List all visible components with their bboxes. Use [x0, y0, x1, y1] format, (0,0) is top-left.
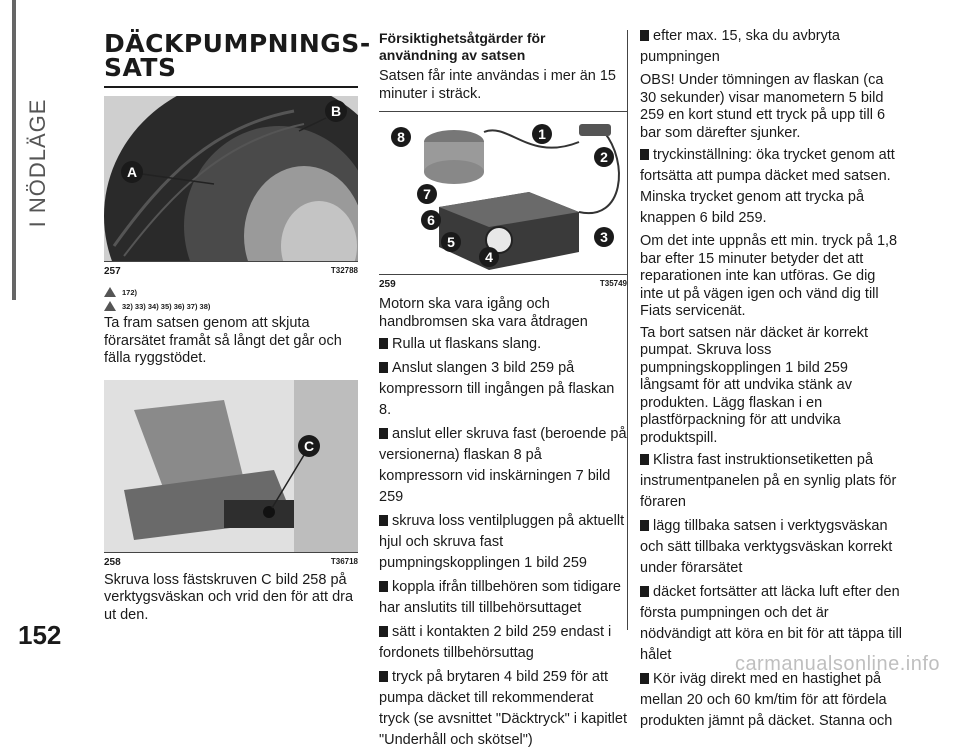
warning-ref-1: [104, 287, 358, 297]
checkbox-bullet-icon: [640, 586, 649, 597]
footer-watermark: carmanualsonline.info: [734, 653, 940, 675]
col2-paragraph-2: Motorn ska vara igång och handbromsen ska vara åtdragen: [379, 296, 588, 330]
side-tab-rule: [12, 0, 16, 300]
column-1: [104, 22, 371, 624]
figure-259-label-8: 8: [397, 129, 405, 145]
seat-illustration: [104, 380, 358, 552]
warning-ref-2-text: 32) 33) 34) 35) 36) 37) 38): [122, 301, 211, 311]
figure-259-number: 259: [379, 279, 396, 290]
col3-paragraph-obs: OBS! Under tömningen av flaskan (ca 30 sekunder) visar manometern 5 bild 259 en kort stund ett tryck på upp till 6 bar som därefter sjunker.: [640, 72, 886, 141]
list-item: koppla ifrån tillbehören som tidigare har anslutits till tillbehörsuttaget: [379, 579, 621, 616]
figure-257-code: T32788: [330, 266, 358, 275]
list-item: skruva loss ventilpluggen på aktuellt hjul och skruva fast pumpningskopplingen 1 bild 259: [379, 513, 625, 571]
checkbox-bullet-icon: [379, 338, 388, 349]
list-item: Anslut slangen 3 bild 259 på kompressorn till ingången på flaskan 8.: [379, 360, 615, 418]
tire-illustration: [104, 96, 358, 261]
figure-259-label-7: 7: [423, 186, 431, 202]
side-tab: [25, 40, 50, 300]
precautions-heading: Försiktighetsåtgärder för användning av satsen: [379, 30, 546, 63]
list-item: tryck på brytaren 4 bild 259 för att pumpa däcket till rekommenderat tryck (se avsnittet "Däcktryck" i kapitlet "Underhåll och skötsel"): [379, 669, 627, 748]
checkbox-bullet-icon: [379, 626, 388, 637]
column-2: [379, 22, 627, 751]
checkbox-bullet-icon: [379, 581, 388, 592]
figure-258: [104, 380, 358, 552]
figure-257-number: 257: [104, 266, 121, 277]
figure-258-number: 258: [104, 556, 121, 568]
page-number: 152: [18, 620, 62, 650]
list-item: Kör iväg direkt med en hastighet på mellan 20 och 60 km/tim för att fördela produkten jämnt på däcket. Stanna och: [640, 671, 893, 729]
col2-paragraph-1: Satsen får inte användas i mer än 15 minuter i sträck.: [379, 68, 616, 102]
column-divider: [627, 30, 628, 630]
section-title-line-1: DÄCKPUMPNINGS-: [104, 29, 371, 58]
section-title-line-2: SATS: [104, 53, 177, 82]
figure-259-label-6: 6: [427, 212, 435, 228]
figure-257: [104, 96, 358, 261]
figure-259-label-4: 4: [485, 249, 493, 265]
list-item: efter max. 15, ska du avbryta pumpningen: [640, 28, 840, 65]
col1-paragraph-2: Skruva loss fästskruven C bild 258 på verktygsväskan och vrid den för att dra ut den.: [104, 571, 354, 623]
figure-257-label-a: A: [126, 164, 138, 180]
checkbox-bullet-icon: [640, 149, 649, 160]
figure-259-label-1: 1: [538, 126, 546, 142]
figure-259-label-3: 3: [600, 229, 608, 245]
checkbox-bullet-icon: [379, 515, 388, 526]
column-3: [640, 26, 902, 732]
col2-bullet-list: [379, 334, 627, 751]
list-item: anslut eller skruva fast (beroende på versionerna) flaskan 8 på kompressorn vid inskärningen 7 bild 259: [379, 426, 627, 505]
figure-257-label-b: B: [330, 103, 342, 119]
figure-259-caption: [379, 279, 627, 290]
checkbox-bullet-icon: [379, 362, 388, 373]
col3-paragraph-2: Om det inte uppnås ett min. tryck på 1,8 bar efter 15 minuter betyder det att reparationen inte kan utföras. Ge dig inte ut på vägen igen och vänd dig till Fiats servicenät.: [640, 233, 898, 319]
compressor-illustration: [379, 112, 627, 274]
list-item: Rulla ut flaskans slang.: [379, 334, 627, 355]
title-rule: [104, 86, 358, 88]
side-tab-label: I NÖDLÄGE: [25, 98, 50, 228]
checkbox-bullet-icon: [379, 671, 388, 682]
figure-259-label-5: 5: [447, 234, 455, 250]
col3-bullet-list: [640, 450, 902, 732]
list-item: sätt i kontakten 2 bild 259 endast i fordonets tillbehörsuttag: [379, 624, 612, 661]
warning-ref-2: [104, 301, 358, 311]
figure-259-rule: [379, 274, 627, 275]
figure-257-rule: [104, 261, 358, 262]
warning-ref-1-text: 172): [122, 287, 138, 297]
figure-258-label-c: C: [303, 437, 315, 454]
col3-paragraph-3: Ta bort satsen när däcket är korrekt pumpat. Skruva loss pumpningskopplingen 1 bild 259 långsamt för att undvika stänk av produkten. Lägg flaskan i en plastförpackning för att undvika produktspill.: [640, 324, 869, 446]
checkbox-bullet-icon: [640, 454, 649, 465]
list-item: lägg tillbaka satsen i verktygsväskan och sätt tillbaka verktygsväskan korrekt under förarsätet: [640, 518, 893, 576]
figure-259-label-2: 2: [600, 149, 608, 165]
figure-259-code: T35749: [599, 279, 627, 288]
figure-258-code: T36718: [330, 556, 358, 566]
figure-258-caption: [104, 557, 358, 568]
checkbox-bullet-icon: [640, 673, 649, 684]
col1-paragraph-1: Ta fram satsen genom att skjuta förarsätet framåt så långt det går och fälla ryggstödet.: [104, 315, 342, 366]
checkbox-bullet-icon: [379, 428, 388, 439]
checkbox-bullet-icon: [640, 30, 649, 41]
section-title: [104, 29, 371, 82]
warning-triangle-icon: [104, 301, 116, 311]
list-item: Klistra fast instruktionsetiketten på instrumentpanelen på en synlig plats för föraren: [640, 452, 897, 510]
figure-257-caption: [104, 266, 358, 277]
checkbox-bullet-icon: [640, 520, 649, 531]
warning-triangle-icon: [104, 287, 116, 297]
figure-259: [379, 112, 627, 274]
figure-258-rule: [104, 552, 358, 553]
list-item: tryckinställning: öka trycket genom att fortsätta att pumpa däcket med satsen. Minska trycket genom att trycka på knappen 6 bild 259.: [640, 147, 895, 226]
list-item: däcket fortsätter att läcka luft efter den första pumpningen och det är nödvändigt att köra en bit för att täppa till hålet: [640, 584, 902, 663]
